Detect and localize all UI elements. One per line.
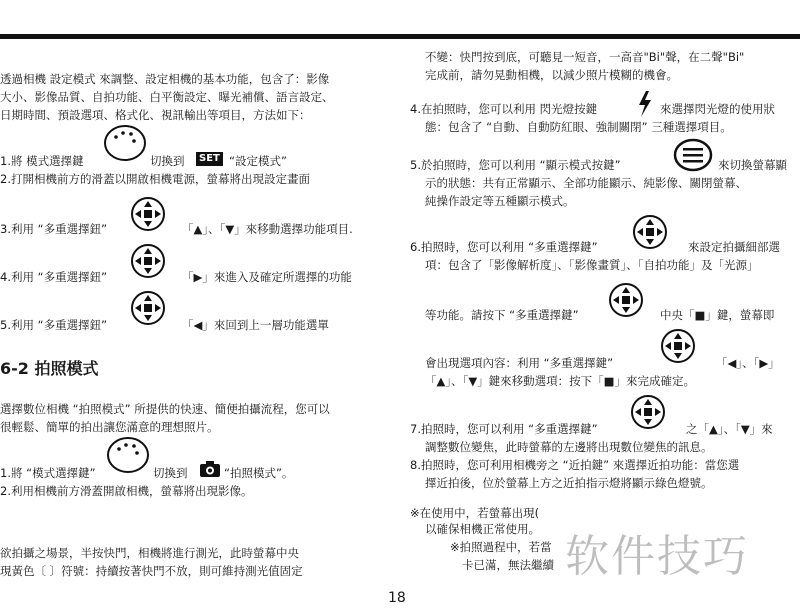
multi-selector-icon: [130, 290, 166, 326]
step3-label: 3.利用 “多重選擇鈕”: [0, 222, 108, 236]
step5-label: 5.利用 “多重選擇鈕”: [0, 318, 108, 332]
set-mode-badge: SET: [196, 152, 223, 166]
menu-item-line-3b: 中央「■」鍵，螢幕即: [660, 308, 775, 322]
flash-item-line-2: 態：包含了 “自動、自動防紅眼、強制關閉” 三種選擇項目。: [425, 120, 732, 134]
menu-item-line-5: 「▲」、「▼」鍵來移動選項：按下「■」來完成確定。: [425, 374, 696, 388]
multi-selector-icon: [130, 196, 166, 232]
shutter-note-2: 完成前，請勿晃動相機，以減少照片模糊的機會。: [425, 68, 678, 82]
step4-label: 4.利用 “多重選擇鈕”: [0, 270, 108, 284]
shoot-intro-1: 選擇數位相機 “拍照模式” 所提供的快速、簡便拍攝流程，您可以: [0, 402, 330, 416]
mode-dial-icon: [106, 436, 150, 474]
camera-icon: [199, 460, 221, 478]
flash-icon: [637, 90, 653, 118]
multi-selector-icon: [660, 328, 696, 364]
watermark: 软件技巧: [565, 531, 749, 582]
menu-item-text: 來設定拍攝細部選: [688, 240, 780, 254]
menu-item-line-4: 會出現選項內容：利用 “多重選擇鍵”: [425, 356, 614, 370]
menu-item-line-3: 等功能。請按下 “多重選擇鍵”: [425, 308, 579, 322]
step5-text: 「◀」來回到上一層功能選單: [182, 318, 329, 332]
menu-item-line-4b: 「◀」、「▶」: [716, 356, 780, 370]
step1-label: 1.將 模式選擇鍵: [0, 154, 84, 168]
shoot-step1-mode: “拍照模式”。: [224, 466, 294, 480]
shoot-step3-line-2: 現黃色〔 〕符號：持續按著快門不放，則可維持測光值固定: [0, 564, 303, 578]
display-mode-icon: [673, 138, 713, 172]
shoot-step3-line-1: 欲拍攝之場景，半按快門，相機將進行測光，此時螢幕中央: [0, 546, 299, 560]
mode-dial-icon: [103, 124, 147, 162]
top-rule: [0, 34, 800, 39]
menu-item-line-2: 項：包含了「影像解析度」、「影像畫質」、「自拍功能」及「光源」: [425, 258, 759, 272]
section-heading: 6-2 拍照模式: [0, 359, 99, 378]
step3-text: 「▲」、「▼」來移動選擇功能項目.: [182, 222, 353, 236]
display-item-label: 5.於拍照時，您可以利用 “顯示模式按鍵”: [410, 158, 621, 172]
page-number: 18: [388, 590, 406, 606]
step1-switch: 切換到: [150, 154, 185, 168]
shoot-step1-label: 1.將 “模式選擇鍵”: [0, 466, 96, 480]
flash-item-label: 4.在拍照時，您可以利用 閃光燈按鍵: [410, 102, 598, 116]
display-item-line-2: 示的狀態：共有正常顯示、全部功能顯示、純影像、關閉螢幕、: [425, 176, 747, 190]
step2-text: 2.打開相機前方的滑蓋以開啟相機電源，螢幕將出現設定畫面: [0, 172, 310, 186]
display-item-text: 來切換螢幕顯: [718, 158, 787, 172]
zoom-item-text: 之「▲」、「▼」來: [686, 422, 773, 436]
flash-item-text: 來選擇閃光燈的使用狀: [660, 102, 775, 116]
shoot-intro-2: 很輕鬆、簡單的拍出讓您滿意的理想照片。: [0, 420, 219, 434]
step1-mode: “設定模式”: [229, 154, 287, 168]
macro-item-line-1: 8.拍照時，您可利用相機旁之 “近拍鍵” 來選擇近拍功能：當您選: [410, 458, 740, 472]
macro-item-line-2: 擇近拍後，位於螢幕上方之近拍指示燈將顯示綠色燈號。: [425, 476, 713, 490]
note-line-4: 卡已滿，無法繼續: [462, 558, 554, 572]
intro-line-1: 透過相機 設定模式 來調整、設定相機的基本功能，包含了：影像: [0, 72, 330, 86]
zoom-item-line-2: 調整數位變焦，此時螢幕的左邊將出現數位變焦的訊息。: [425, 440, 713, 454]
step4-text: 「▶」來進入及確定所選擇的功能: [182, 270, 352, 284]
menu-item-label: 6.拍照時，您可以利用 “多重選擇鍵”: [410, 240, 598, 254]
intro-line-2: 大小、影像品質、自拍功能、白平衡設定、曝光補償、語言設定、: [0, 90, 334, 104]
note-line-1: ※在使用中，若螢幕出現(: [410, 506, 540, 520]
shoot-step2-text: 2.利用相機前方滑蓋開啟相機，螢幕將出現影像。: [0, 484, 253, 498]
zoom-item-label: 7.拍照時，您可以利用 “多重選擇鍵”: [410, 422, 598, 436]
shutter-note-1: 不變：快門按到底，可聽見一短音，一高音"Bi"聲，在二聲"Bi": [425, 50, 745, 64]
note-line-3: ※拍照過程中，若當: [450, 540, 552, 554]
multi-selector-icon: [130, 243, 166, 279]
note-line-2: 以確保相機正常使用。: [425, 522, 540, 536]
multi-selector-icon: [630, 394, 666, 430]
multi-selector-icon: [608, 282, 644, 318]
intro-line-3: 日期時間、預設選項、格式化、視訊輸出等項目，方法如下：: [0, 108, 311, 122]
display-item-line-3: 純操作設定等五種顯示模式。: [425, 194, 575, 208]
shoot-step1-switch: 切換到: [153, 466, 188, 480]
multi-selector-icon: [632, 214, 668, 250]
